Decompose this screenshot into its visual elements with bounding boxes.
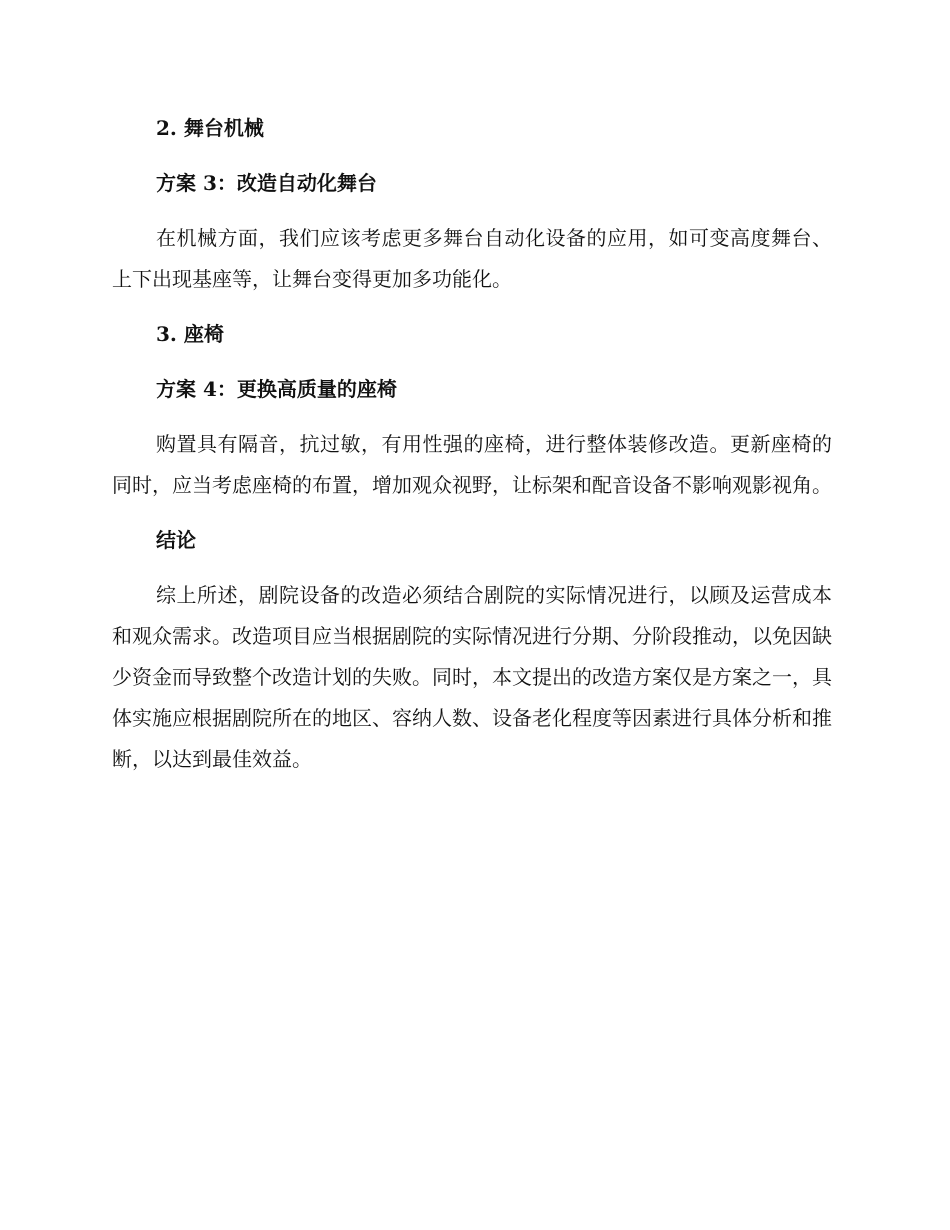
plan-3-paragraph: 在机械方面，我们应该考虑更多舞台自动化设备的应用，如可变高度舞台、上下出现基座等，让舞台变得更加多功能化。 xyxy=(112,226,832,291)
document-page xyxy=(112,108,832,794)
conclusion-heading: 结论 xyxy=(156,528,196,552)
plan-4-paragraph: 购置具有隔音，抗过敏，有用性强的座椅，进行整体装修改造。更新座椅的同时，应当考虑座椅的布置，增加观众视野，让标架和配音设备不影响观影视角。 xyxy=(112,432,832,497)
conclusion-paragraph: 综上所述，剧院设备的改造必须结合剧院的实际情况进行，以顾及运营成本和观众需求。改造项目应当根据剧院的实际情况进行分期、分阶段推动，以免因缺少资金而导致整个改造计划的失败。同时，本文提出的改造方案仅是方案之一，具体实施应根据剧院所在的地区、容纳人数、设备老化程度等因素进行具体分析和推断，以达到最佳效益。 xyxy=(112,583,832,771)
plan-3-heading: 方案 3：改造自动化舞台 xyxy=(156,171,377,195)
section-heading-stage-machinery: 2. 舞台机械 xyxy=(156,116,264,140)
section-heading-seats: 3. 座椅 xyxy=(156,322,224,346)
plan-4-heading: 方案 4：更换高质量的座椅 xyxy=(156,377,397,401)
